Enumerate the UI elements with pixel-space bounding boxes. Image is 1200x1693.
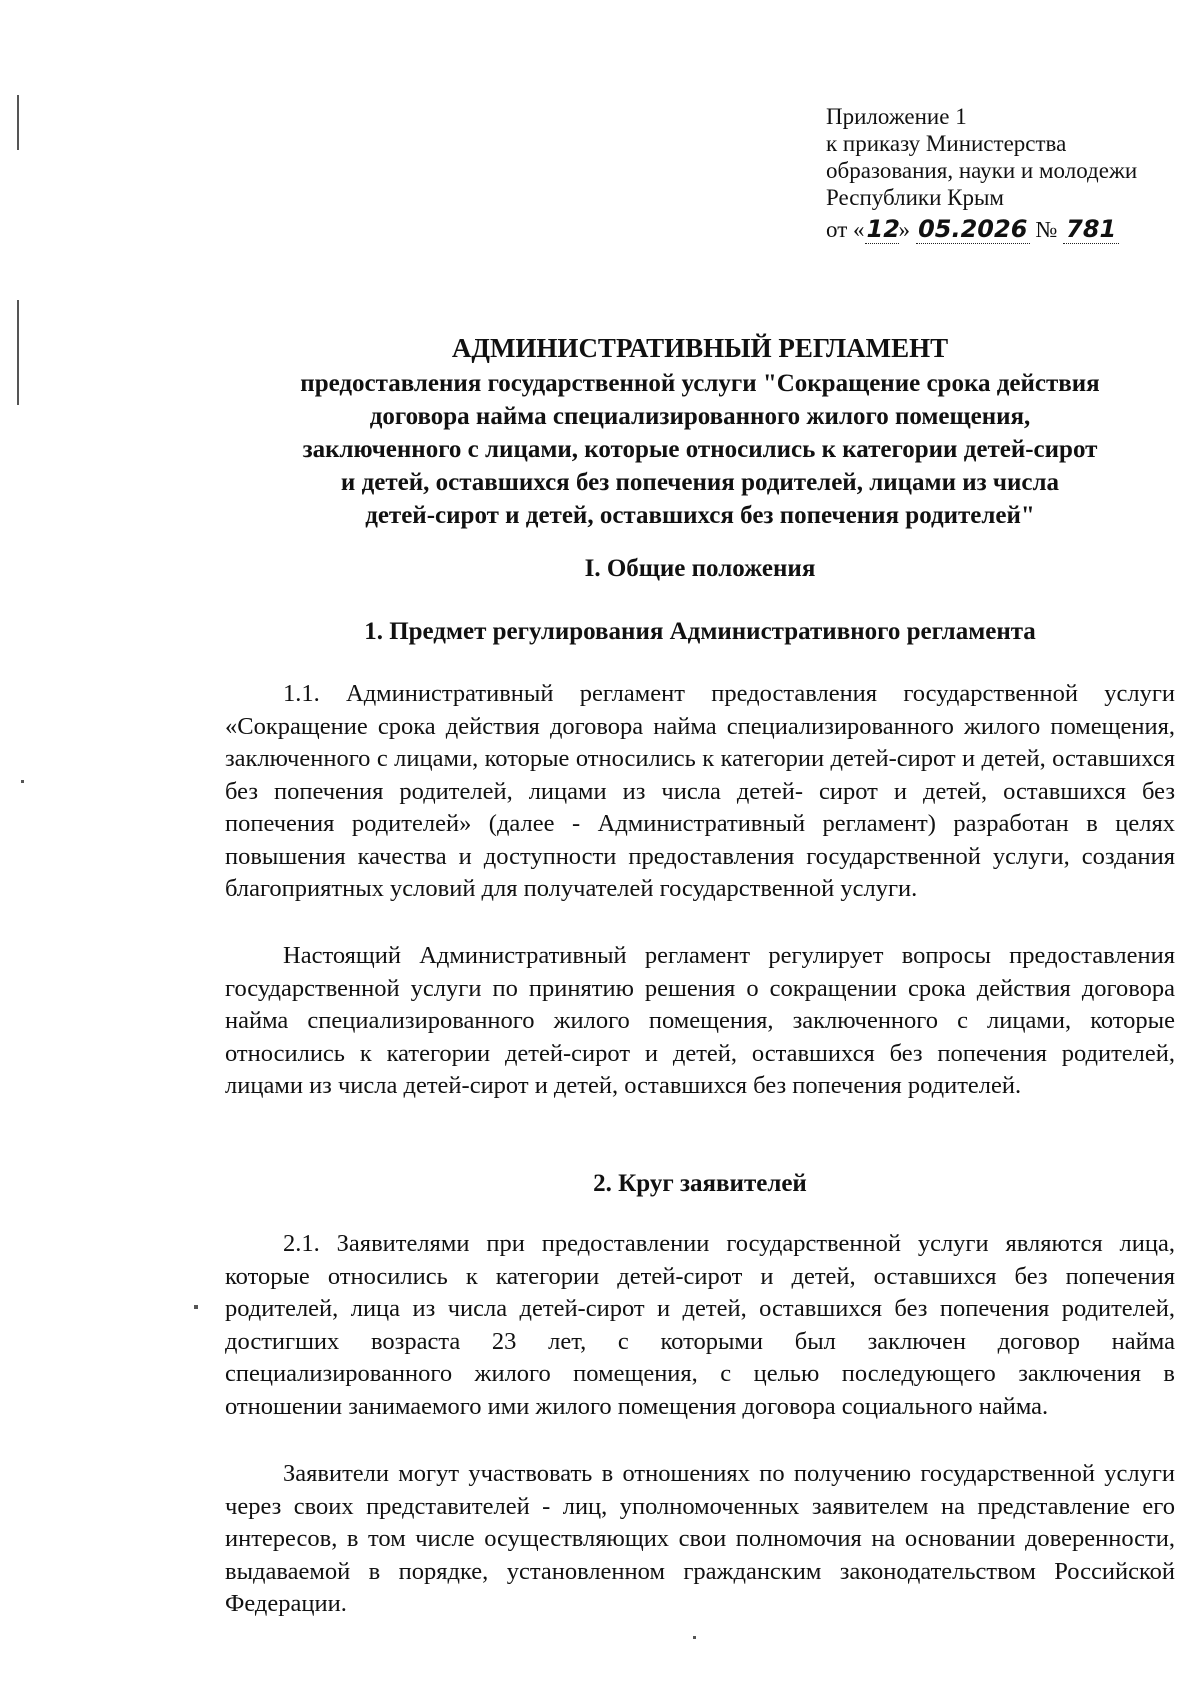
subsection-heading: 1. Предмет регулирования Административного регламента [364,618,1036,645]
paragraph [225,1458,1175,1621]
number-sign: № [1035,217,1058,242]
paragraph [225,678,1175,906]
order-number-handwritten: 781 [1063,215,1119,244]
title-line: заключенного с лицами, которые относились к категории детей-сирот [302,436,1098,463]
scan-mark [194,1305,198,1309]
scan-mark [17,300,19,405]
date-prefix: от « [826,217,865,242]
paragraph-text: 1.1. Административный регламент предоставления государственной услуги «Сокращение срока действия договора найма специализированного жилого помещения, заключенного с лицами, которые относились к категории детей-сирот и детей, оставшихся без попечения родителей, лицами из числа детей- сирот и детей, оставшихся без попечения родителей» (далее - Административный регламент) разработан в целях повышения качества и доступности предоставления государственной услуги, создания благоприятных условий для получателей государственной услуги. [225,680,1175,902]
scan-mark [21,780,24,783]
appendix-block [826,103,1186,244]
date-day-handwritten: 12 [866,215,900,243]
appendix-line: к приказу Министерства [826,131,1067,156]
paragraph [225,940,1175,1103]
scan-mark [17,95,19,150]
paragraph [225,1228,1175,1423]
paragraph-text: Настоящий Административный регламент регулирует вопросы предоставления государственной услуги по принятию решения о сокращении срока действия договора найма специализированного жилого помещения, заключенного с лицами, которые относились к категории детей-сирот и детей, оставшихся без попечения родителей, лицами из числа детей-сирот и детей, оставшихся без попечения родителей. [225,942,1175,1099]
section-heading: I. Общие положения [584,555,816,582]
scan-mark [693,1636,696,1639]
title-line: договора найма специализированного жилого помещения, [369,403,1031,430]
title-line: и детей, оставшихся без попечения родителей, лицами из числа [340,469,1060,496]
appendix-line: Приложение 1 [826,104,967,129]
title-line: детей-сирот и детей, оставшихся без попечения родителей" [365,502,1035,529]
paragraph-text: Заявители могут участвовать в отношениях по получению государственной услуги через своих представителей - лиц, уполномоченных заявителем на представление его интересов, в том числе осуществляющих свои полномочия на основании доверенности, выдаваемой в порядке, установленном гражданским законодательством Российской Федерации. [225,1460,1175,1617]
appendix-line: образования, науки и молодежи [826,158,1138,183]
date-day-close: » [898,217,910,242]
document-title [225,330,1175,532]
date-month-year-handwritten: 05.2026 [916,215,1030,244]
title-line: предоставления государственной услуги "Сокращение срока действия [300,370,1100,397]
title-main: АДМИНИСТРАТИВНЫЙ РЕГЛАМЕНТ [451,333,949,363]
subsection-heading: 2. Круг заявителей [593,1170,807,1197]
appendix-line: Республики Крым [826,185,1004,210]
appendix-date-line [826,215,1186,244]
paragraph-text: 2.1. Заявителями при предоставлении государственной услуги являются лица, которые относились к категории детей-сирот и детей, оставшихся без попечения родителей, лица из числа детей-сирот и детей, оставшихся без попечения родителей, достигших возраста 23 лет, с которыми был заключен договор найма специализированного жилого помещения, с целью последующего заключения в отношении занимаемого ими жилого помещения договора социального найма. [225,1230,1175,1420]
